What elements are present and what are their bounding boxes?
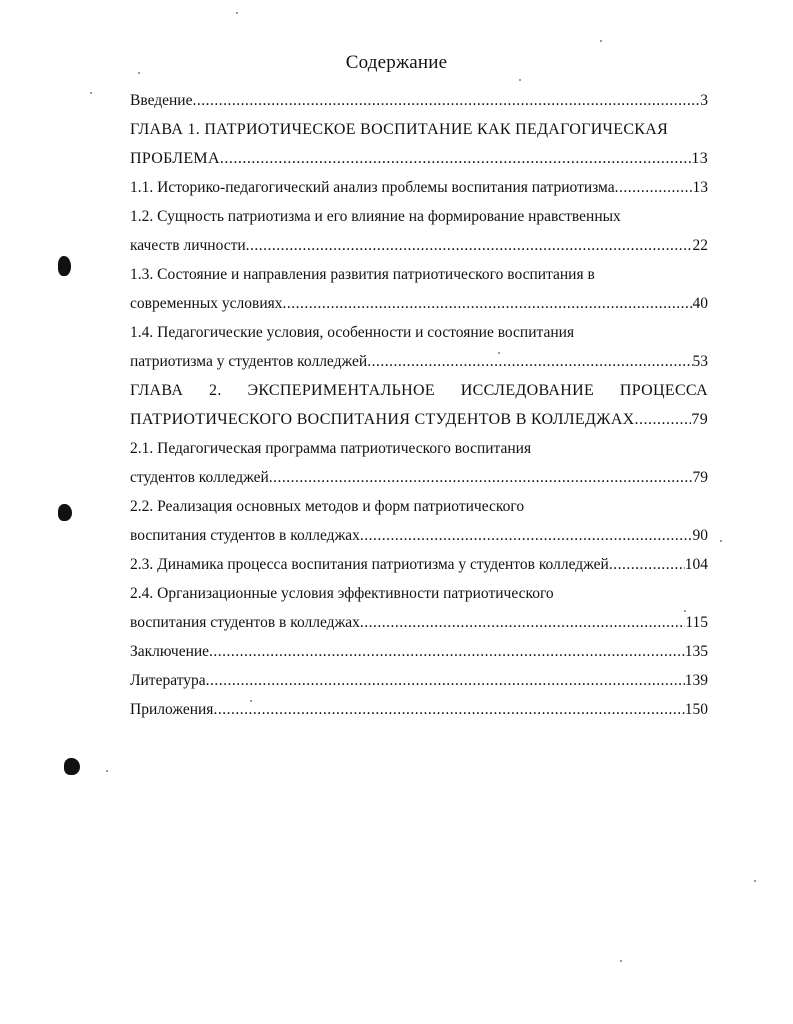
leader-dots xyxy=(283,289,693,318)
toc-entry-intro xyxy=(130,86,708,115)
scan-speck xyxy=(600,40,602,42)
chapter-word: ПРОЦЕССА xyxy=(619,382,708,399)
chapter-word: ЭКСПЕРИМЕНТАЛЬНОЕ xyxy=(247,382,435,399)
leader-dots xyxy=(615,173,693,202)
toc-page-number: 79 xyxy=(692,469,708,486)
leader-dots xyxy=(206,666,685,695)
chapter-word: ГЛАВА xyxy=(130,382,184,399)
toc-page-number: 22 xyxy=(692,237,708,254)
toc-entry-1-2-line1: 1.2. Сущность патриотизма и его влияние на формирование нравственных xyxy=(130,208,621,225)
toc-entry-2-3 xyxy=(130,550,708,579)
toc-page-number: 79 xyxy=(691,411,708,428)
toc-entry-label: Приложения xyxy=(130,701,214,718)
toc-entry-2-1-line1: 2.1. Педагогическая программа патриотического воспитания xyxy=(130,440,532,457)
toc-page-number: 13 xyxy=(691,150,708,167)
toc-chapter-1-line2 xyxy=(130,144,708,173)
chapter-word: ИССЛЕДОВАНИЕ xyxy=(460,382,595,399)
scan-speck xyxy=(684,610,686,612)
leader-dots xyxy=(220,144,692,173)
leader-dots xyxy=(209,637,685,666)
chapter-word: 2. xyxy=(209,382,222,399)
toc-page-number: 150 xyxy=(684,701,708,718)
toc-entry-label: 1.1. Историко-педагогический анализ проблемы воспитания патриотизма xyxy=(130,179,615,196)
toc-entry-label: патриотизма у студентов колледжей xyxy=(130,353,368,370)
toc-page-number: 115 xyxy=(685,614,708,631)
toc-entry-2-1-line2 xyxy=(130,463,708,492)
toc-entry-literature xyxy=(130,666,708,695)
toc-entry-label: Введение xyxy=(130,92,193,109)
scan-speck xyxy=(138,72,140,74)
toc-page-number: 139 xyxy=(684,672,708,689)
toc-entry-1-3-line2 xyxy=(130,289,708,318)
leader-dots xyxy=(609,550,685,579)
toc-entry-label: современных условиях xyxy=(130,295,283,312)
toc-entry-appendices xyxy=(130,695,708,724)
scan-speck xyxy=(519,79,521,81)
toc-entry-label: студентов колледжей xyxy=(130,469,269,486)
toc-entry-label: воспитания студентов в колледжах xyxy=(130,527,360,544)
leader-dots xyxy=(635,405,692,434)
toc-entry-2-2-line1: 2.2. Реализация основных методов и форм патриотического xyxy=(130,498,525,515)
leader-dots xyxy=(192,86,700,115)
scan-speck xyxy=(720,540,722,542)
binder-hole-mark xyxy=(58,256,71,276)
toc-entry-2-4-line1: 2.4. Организационные условия эффективности патриотического xyxy=(130,585,554,602)
toc-entry-2-2-line2 xyxy=(130,521,708,550)
table-of-contents xyxy=(130,86,708,724)
toc-entry-label: ПРОБЛЕМА xyxy=(130,150,220,167)
toc-page-number: 104 xyxy=(684,556,708,573)
toc-page-number: 40 xyxy=(692,295,708,312)
toc-chapter-1-line1: ГЛАВА 1. ПАТРИОТИЧЕСКОЕ ВОСПИТАНИЕ КАК ПЕДАГОГИЧЕСКАЯ xyxy=(130,121,669,138)
page-title: Содержание xyxy=(345,52,448,73)
leader-dots xyxy=(269,463,693,492)
toc-entry-label: Заключение xyxy=(130,643,210,660)
toc-page-number: 13 xyxy=(692,179,708,196)
toc-page-number: 3 xyxy=(700,92,708,109)
toc-entry-label: ПАТРИОТИЧЕСКОГО ВОСПИТАНИЯ СТУДЕНТОВ В КОЛЛЕДЖАХ xyxy=(130,411,635,428)
scan-speck xyxy=(250,700,252,702)
leader-dots xyxy=(360,521,693,550)
binder-hole-mark xyxy=(64,758,80,775)
toc-entry-1-2-line2 xyxy=(130,231,708,260)
toc-entry-1-3-line1: 1.3. Состояние и направления развития патриотического воспитания в xyxy=(130,266,595,283)
toc-entry-label: качеств личности xyxy=(130,237,246,254)
toc-entry-conclusion xyxy=(130,637,708,666)
toc-entry-2-4-line2 xyxy=(130,608,708,637)
scan-speck xyxy=(236,12,238,14)
toc-entry-label: воспитания студентов в колледжах xyxy=(130,614,360,631)
toc-entry-label: Литература xyxy=(130,672,206,689)
toc-entry-1-1 xyxy=(130,173,708,202)
binder-hole-mark xyxy=(58,504,72,521)
scan-speck xyxy=(620,960,622,962)
scan-speck xyxy=(754,880,756,882)
leader-dots xyxy=(367,347,692,376)
leader-dots xyxy=(213,695,684,724)
scan-speck xyxy=(106,770,108,772)
toc-page-number: 135 xyxy=(684,643,708,660)
toc-page-number: 53 xyxy=(692,353,708,370)
leader-dots xyxy=(246,231,693,260)
scan-speck xyxy=(498,352,500,354)
toc-chapter-2-line2 xyxy=(130,405,708,434)
scan-speck xyxy=(90,92,92,94)
toc-entry-1-4-line1: 1.4. Педагогические условия, особенности и состояние воспитания xyxy=(130,324,575,341)
toc-chapter-2-line1 xyxy=(130,376,708,405)
toc-entry-label: 2.3. Динамика процесса воспитания патриотизма у студентов колледжей xyxy=(130,556,609,573)
leader-dots xyxy=(360,608,685,637)
toc-entry-1-4-line2 xyxy=(130,347,708,376)
toc-page-number: 90 xyxy=(692,527,708,544)
